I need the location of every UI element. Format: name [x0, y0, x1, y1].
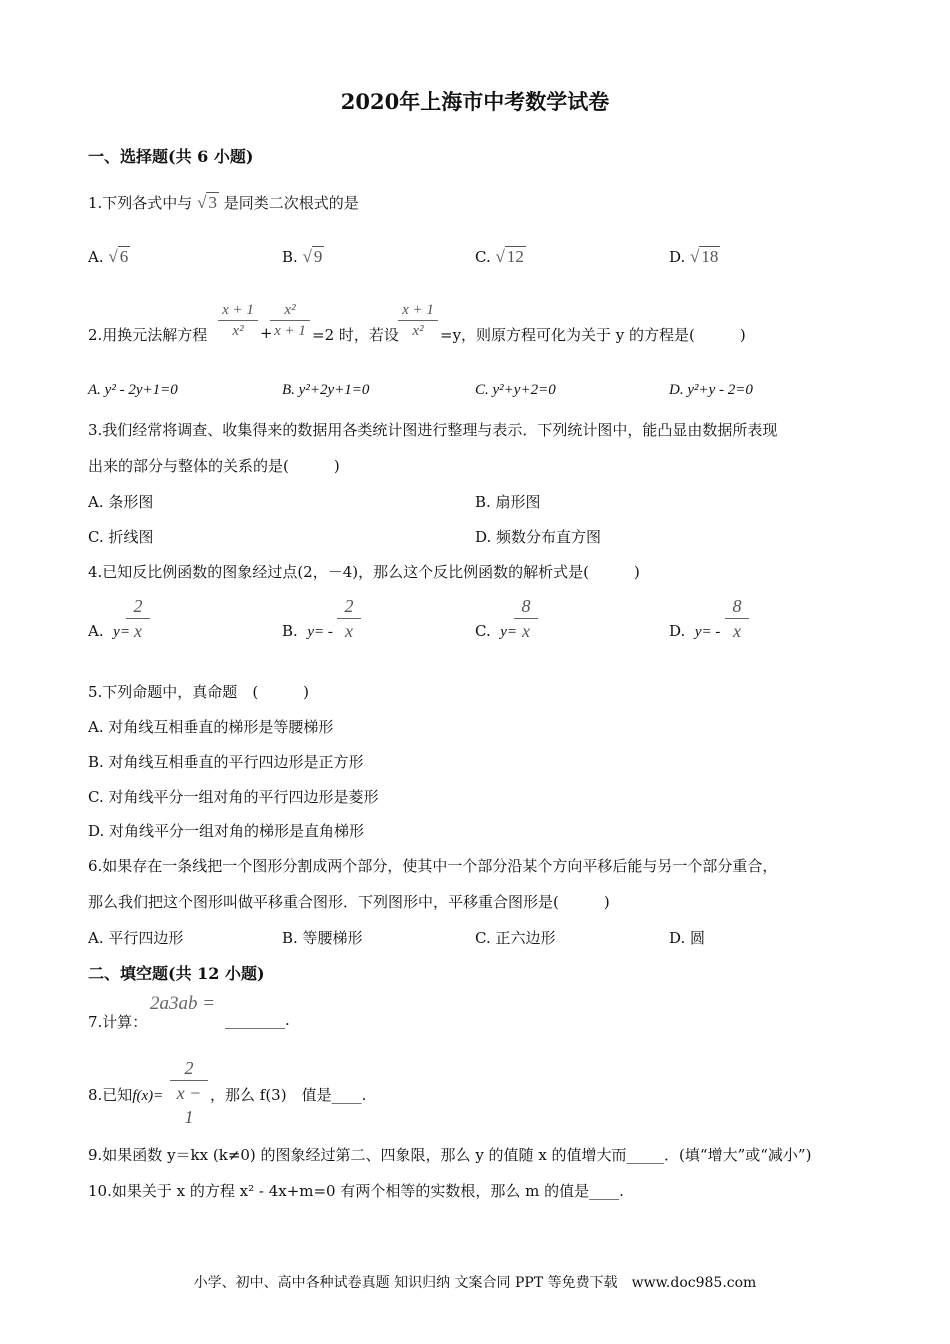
q4-option-b-fraction: $\frac{2}{x}$	[337, 594, 361, 643]
q10-text: 10.如果关于 x 的方程 x² - 4x+m=0 有两个相等的实数根，那么 m 的值是____.	[88, 1182, 624, 1200]
q3-option-b: B. 扇形图	[475, 493, 541, 511]
q3-option-d: D. 频数分布直方图	[475, 528, 602, 546]
q3-option-c: C. 折线图	[88, 528, 154, 546]
q2-plus: +	[260, 324, 273, 342]
q2-fraction-2: $\frac{\text{x²}}{x + 1}$	[270, 300, 310, 341]
q2-start: 2.用换元法解方程	[88, 326, 208, 344]
q1-text-after: 是同类二次根式的是	[223, 194, 359, 212]
q1-option-c: C. √ 12	[475, 247, 524, 266]
q4-option-a-fraction: $\frac{2}{x}$	[126, 594, 150, 643]
q6-option-a: A. 平行四边形	[88, 929, 184, 947]
q5-stem: 5.下列命题中，真命题 ( )	[88, 683, 310, 701]
q5-option-b: B. 对角线互相垂直的平行四边形是正方形	[88, 753, 364, 771]
page-footer: 小学、初中、高中各种试卷真题 知识归纳 文案合同 PPT 等免费下载 www.doc985.com	[193, 1275, 757, 1291]
q5-option-c: C. 对角线平分一组对角的平行四边形是菱形	[88, 788, 379, 806]
q3-line-1: 3.我们经常将调查、收集得来的数据用各类统计图进行整理与表示．下列统计图中，能凸显由数据所表现	[88, 421, 778, 439]
section-heading-fill: 二、填空题(共 12 小题)	[88, 964, 265, 983]
q5-option-d: D. 对角线平分一组对角的梯形是直角梯形	[88, 822, 365, 840]
q2-option-a: A. y² - 2y+1=0	[88, 382, 178, 398]
page-title: 2020年上海市中考数学试卷	[340, 89, 610, 114]
q8-end: ，那么 f(3) 值是____.	[210, 1086, 367, 1104]
q4-option-b: B. y= -	[282, 622, 333, 640]
q2-option-c: C. y²+y+2=0	[475, 382, 556, 398]
q7-label: 7.计算：	[88, 1013, 148, 1031]
q8-start: 8.已知f(x)=	[88, 1086, 164, 1104]
question-1-stem	[88, 192, 359, 213]
q6-line-1: 6.如果存在一条线把一个图形分割成两个部分，使其中一个部分沿某个方向平移后能与另一个部分重合，	[88, 857, 778, 875]
q4-stem: 4.已知反比例函数的图象经过点(2，－4)，那么这个反比例函数的解析式是( )	[88, 563, 640, 581]
q2-fraction-3: $\frac{x + 1}{\text{x²}}$	[398, 300, 438, 341]
q2-option-b: B. y²+2y+1=0	[282, 382, 370, 398]
q7-answer-blank: ________.	[225, 1011, 290, 1029]
q2-fraction-1: $\frac{x + 1}{\text{x²}}$	[218, 300, 258, 341]
q4-option-c-fraction: $\frac{8}{x}$	[514, 594, 538, 643]
q1-text-before: 1.下列各式中与	[88, 194, 193, 212]
q8-fraction: $\frac{2}{x - 1}$	[170, 1056, 208, 1129]
q4-option-a: A. y=	[88, 622, 130, 640]
q5-option-a: A. 对角线互相垂直的梯形是等腰梯形	[88, 718, 334, 736]
q2-end: =y，则原方程可化为关于 y 的方程是( )	[440, 326, 746, 344]
q6-option-c: C. 正六边形	[475, 929, 556, 947]
q2-mid: =2 时，若设	[312, 326, 399, 344]
q3-line-2: 出来的部分与整体的关系的是( )	[88, 457, 340, 475]
q1-radical: √ 3	[197, 193, 217, 212]
q4-option-d: D. y= -	[669, 622, 721, 640]
q1-option-d: D. √ 18	[669, 247, 719, 266]
q6-option-d: D. 圆	[669, 929, 706, 947]
q1-option-b: B. √ 9	[282, 247, 323, 266]
q6-line-2: 那么我们把这个图形叫做平移重合图形．下列图形中，平移重合图形是( )	[88, 893, 610, 911]
q9-text: 9.如果函数 y＝kx (k≠0) 的图象经过第二、四象限，那么 y 的值随 x 的值增大而_____．(填“增大”或“减小”)	[88, 1146, 812, 1164]
q1-option-a: A. √ 6	[88, 247, 129, 266]
q2-option-d: D. y²+y - 2=0	[669, 382, 753, 398]
q6-option-b: B. 等腰梯形	[282, 929, 363, 947]
section-heading-choice: 一、选择题(共 6 小题)	[88, 147, 254, 166]
q4-option-c: C. y=	[475, 622, 518, 640]
q3-option-a: A. 条形图	[88, 493, 154, 511]
q4-option-d-fraction: $\frac{8}{x}$	[725, 594, 749, 643]
q7-expression: 2a3ab =	[150, 993, 216, 1014]
